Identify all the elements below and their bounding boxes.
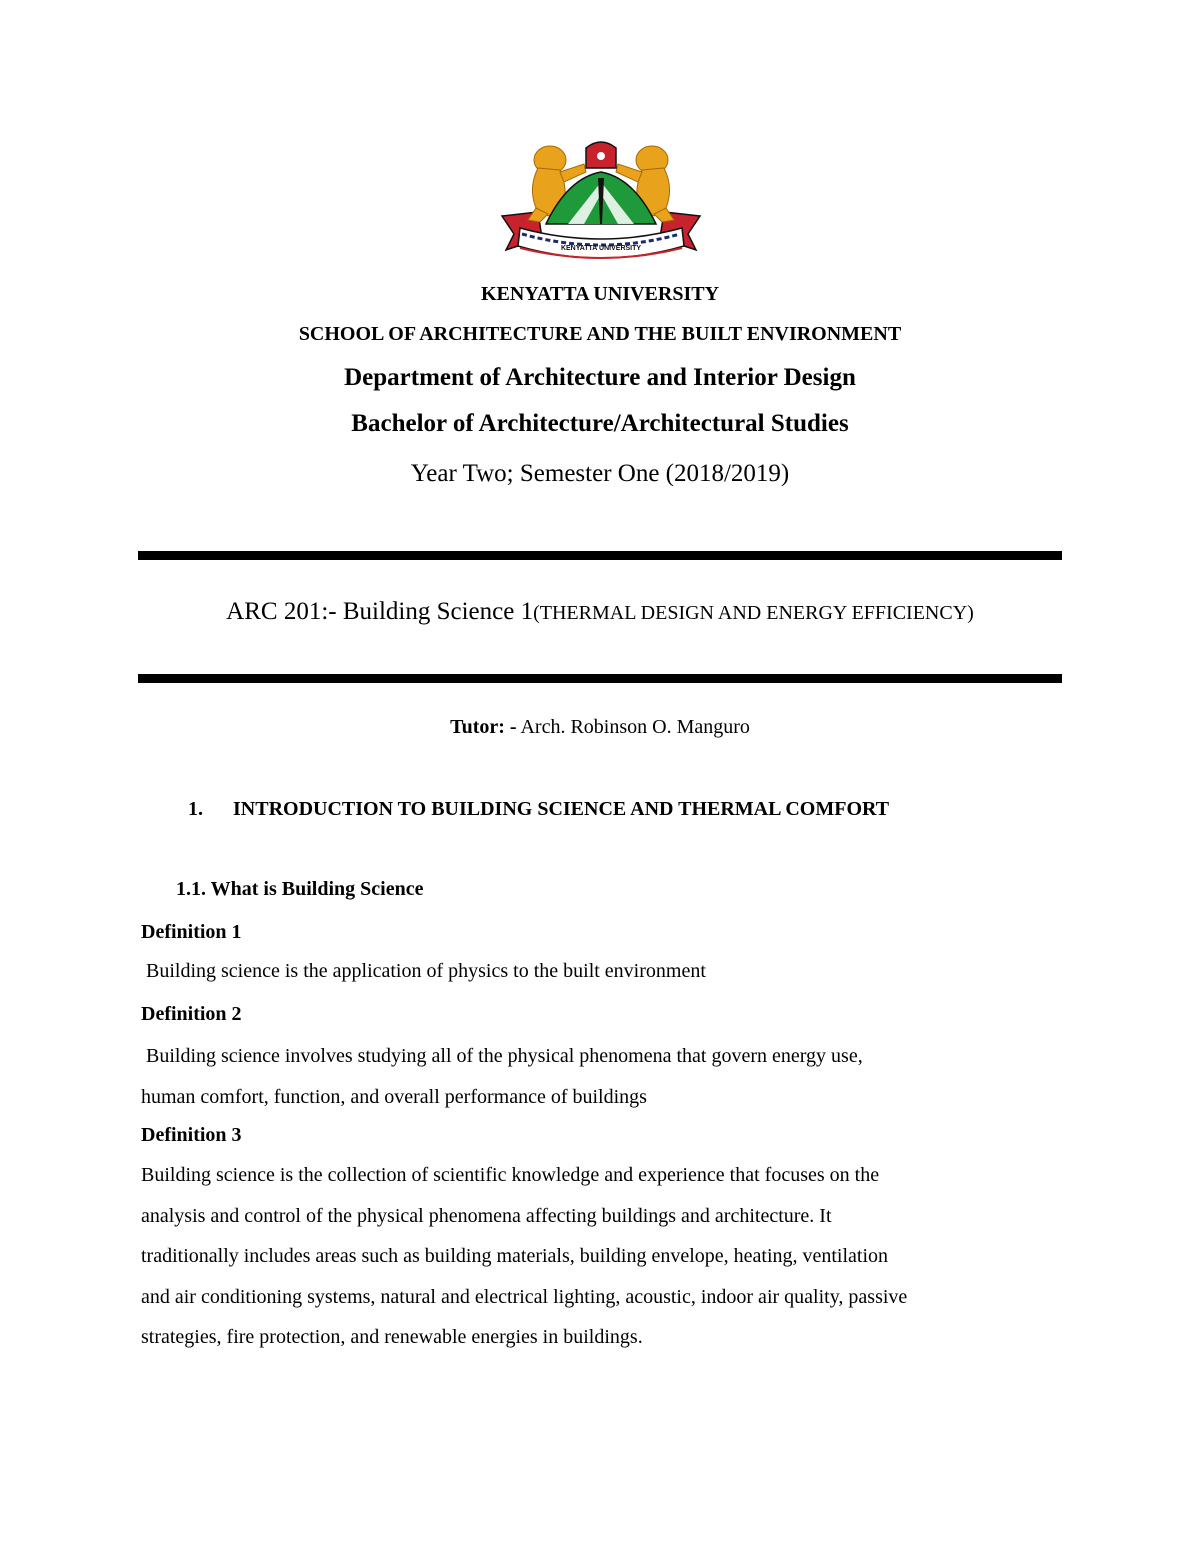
section-1-number: 1. bbox=[188, 798, 203, 820]
definition-heading: Definition 1 bbox=[141, 921, 242, 943]
university-name: KENYATTA UNIVERSITY bbox=[480, 283, 720, 305]
tutor-name: Arch. Robinson O. Manguro bbox=[516, 716, 750, 738]
course-code-title: ARC 201:- Building Science 1 bbox=[226, 598, 534, 625]
section-1-title: INTRODUCTION TO BUILDING SCIENCE AND THERMAL COMFORT bbox=[233, 798, 890, 820]
tutor-line bbox=[0, 716, 1200, 739]
definition-1 bbox=[141, 918, 706, 988]
top-divider bbox=[138, 551, 1062, 560]
definition-text-line: human comfort, function, and overall performance of buildings bbox=[141, 1085, 647, 1108]
definition-3 bbox=[141, 1121, 907, 1358]
section-1-heading bbox=[188, 798, 1048, 821]
tutor-label: Tutor: - bbox=[450, 716, 517, 738]
bottom-divider bbox=[138, 674, 1062, 683]
school-name: SCHOOL OF ARCHITECTURE AND THE BUILT ENVIRONMENT bbox=[298, 323, 902, 345]
definition-text-line: strategies, fire protection, and renewable energies in buildings. bbox=[141, 1326, 643, 1348]
department-name: Department of Architecture and Interior Design bbox=[344, 364, 856, 391]
course-subtitle: (THERMAL DESIGN AND ENERGY EFFICIENCY) bbox=[533, 602, 974, 624]
definition-text-line: Building science is the application of physics to the built environment bbox=[141, 960, 706, 982]
definition-text-line: analysis and control of the physical phenomena affecting buildings and architecture. It bbox=[141, 1204, 832, 1227]
course-title bbox=[0, 598, 1200, 626]
definition-heading: Definition 2 bbox=[141, 1003, 242, 1025]
definition-text-line: Building science is the collection of scientific knowledge and experience that focuses on the bbox=[141, 1164, 880, 1186]
degree-name: Bachelor of Architecture/Architectural Studies bbox=[351, 410, 849, 437]
definition-text-line: Building science involves studying all of the physical phenomena that govern energy use, bbox=[141, 1045, 863, 1067]
definition-text-line: traditionally includes areas such as building materials, building envelope, heating, ventilation bbox=[141, 1245, 889, 1267]
academic-year: Year Two; Semester One (2018/2019) bbox=[410, 460, 790, 487]
university-crest-logo bbox=[498, 138, 704, 270]
definition-2 bbox=[141, 1000, 863, 1117]
definition-heading: Definition 3 bbox=[141, 1124, 242, 1146]
crest-banner-text: KENYATTA UNIVERSITY bbox=[560, 245, 642, 252]
section-1-1-heading: 1.1. What is Building Science bbox=[176, 878, 424, 900]
definition-text-line: and air conditioning systems, natural and electrical lighting, acoustic, indoor air quality, passive bbox=[141, 1285, 908, 1308]
